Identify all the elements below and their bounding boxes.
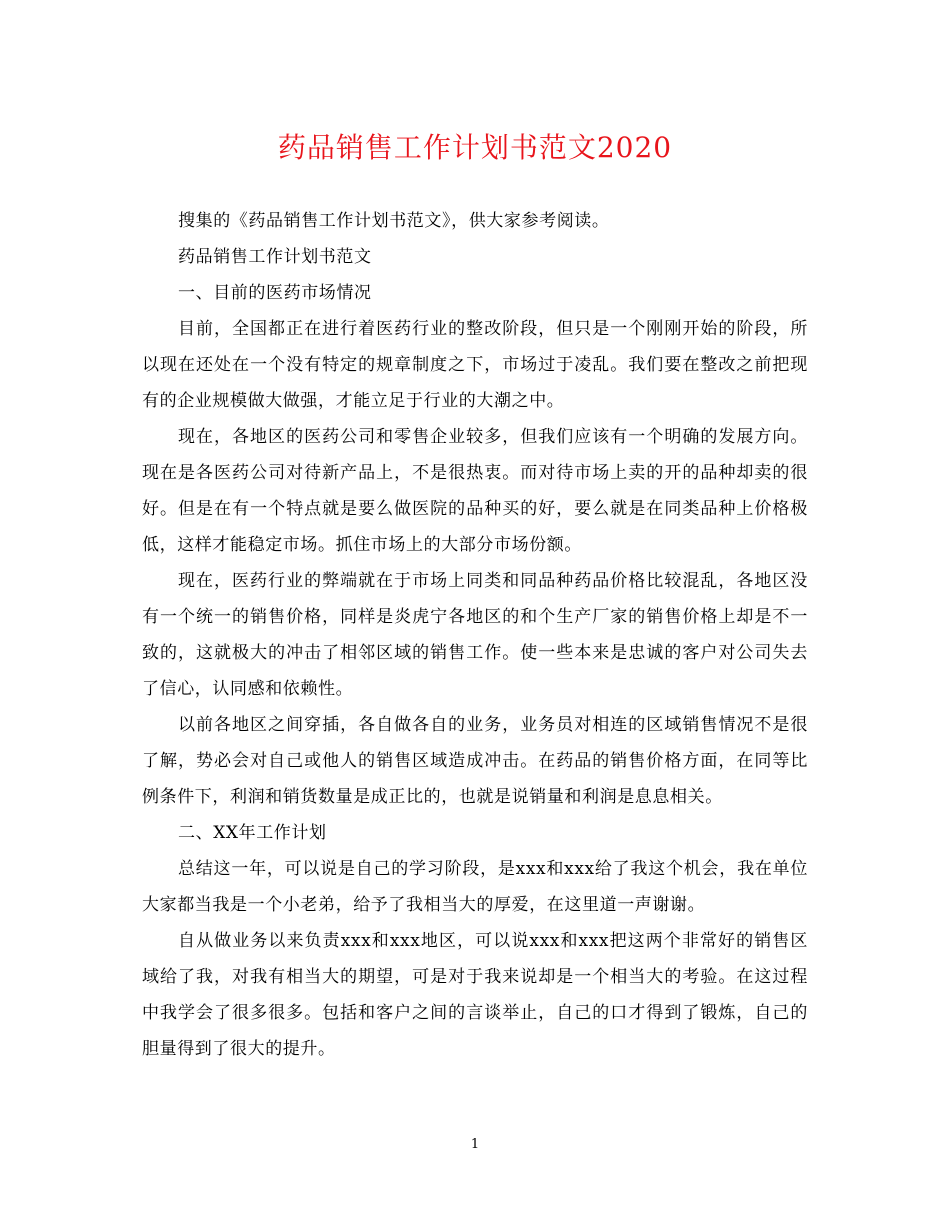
section-heading-plan: 二、XX年工作计划 (178, 823, 327, 843)
document-title: 药品销售工作计划书范文2020 (277, 131, 673, 164)
section-heading-market: 一、目前的医药市场情况 (178, 283, 372, 303)
paragraph-intro: 搜集的《药品销售工作计划书范文》，供大家参考阅读。 (178, 211, 610, 231)
document-body (142, 203, 808, 1067)
paragraph-market-3: 现在，医药行业的弊端就在于市场上同类和同品种药品价格比较混乱，各地区没有一个统一的销售价格，同样是炎虎宁各地区的和个生产厂家的销售价格上却是不一致的，这就极大的冲击了相邻区域的销售工作。使一些本来是忠诚的客户对公司失去了信心，认同感和依赖性。 (142, 571, 808, 699)
paragraph-market-2: 现在，各地区的医药公司和零售企业较多，但我们应该有一个明确的发展方向。现在是各医药公司对待新产品上，不是很热衷。而对待市场上卖的开的品种却卖的很好。但是在有一个特点就是要么做医院的品种买的好，要么就是在同类品种上价格极低，这样才能稳定市场。抓住市场上的大部分市场份额。 (142, 427, 808, 555)
paragraph-plan-1: 总结这一年，可以说是自己的学习阶段，是xxx和xxx给了我这个机会，我在单位大家都当我是一个小老弟，给予了我相当大的厚爱，在这里道一声谢谢。 (142, 859, 808, 915)
paragraph-plan-2: 自从做业务以来负责xxx和xxx地区，可以说xxx和xxx把这两个非常好的销售区域给了我，对我有相当大的期望，可是对于我来说却是一个相当大的考验。在这过程中我学会了很多很多。包括和客户之间的言谈举止，自己的口才得到了锻炼，自己的胆量得到了很大的提升。 (142, 931, 808, 1059)
paragraph-subtitle: 药品销售工作计划书范文 (178, 247, 372, 267)
page-number: 1 (470, 1137, 480, 1152)
paragraph-market-1: 目前，全国都正在进行着医药行业的整改阶段，但只是一个刚刚开始的阶段，所以现在还处在一个没有特定的规章制度之下，市场过于凌乱。我们要在整改之前把现有的企业规模做大做强，才能立足于行业的大潮之中。 (142, 319, 808, 411)
paragraph-market-4: 以前各地区之间穿插，各自做各自的业务，业务员对相连的区域销售情况不是很了解，势必会对自己或他人的销售区域造成冲击。在药品的销售价格方面，在同等比例条件下，利润和销货数量是成正比的，也就是说销量和利润是息息相关。 (142, 715, 808, 807)
